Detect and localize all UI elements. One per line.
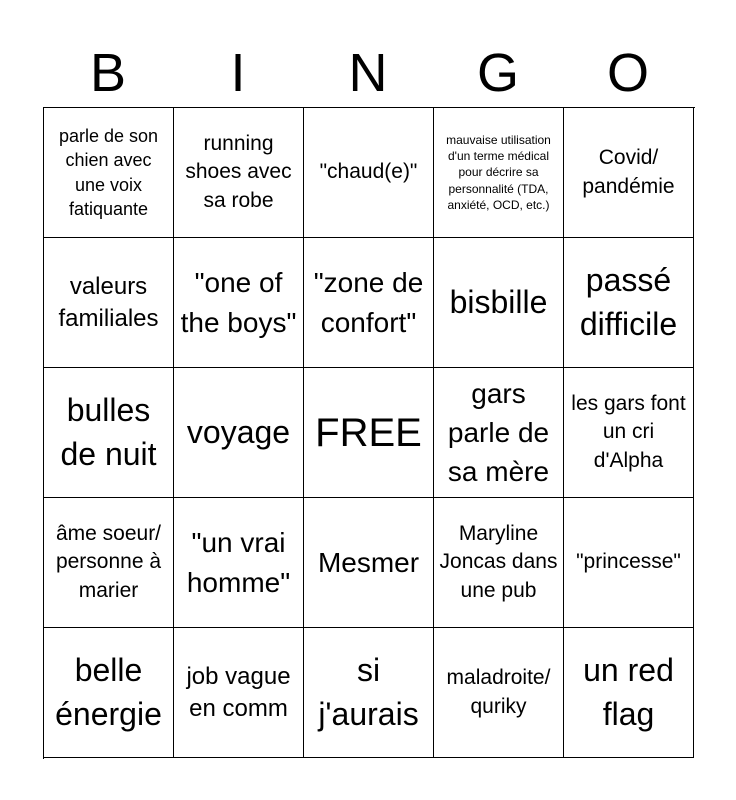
bingo-cell-i3[interactable]: voyage	[174, 368, 304, 498]
bingo-cell-free[interactable]: FREE	[304, 368, 434, 498]
bingo-cell-b3[interactable]: bulles de nuit	[44, 368, 174, 498]
header-letter-g: G	[476, 43, 519, 103]
header-letter-o: O	[606, 43, 649, 103]
bingo-cell-g4[interactable]: Maryline Joncas dans une pub	[434, 498, 564, 628]
header-letter-b: B	[89, 43, 127, 103]
bingo-cell-n4[interactable]: Mesmer	[304, 498, 434, 628]
header-letter-n: N	[348, 43, 388, 103]
bingo-cell-o3[interactable]: les gars font un cri d'Alpha	[564, 368, 694, 498]
bingo-cell-n1[interactable]: "chaud(e)"	[304, 108, 434, 238]
bingo-cell-o5[interactable]: un red flag	[564, 628, 694, 758]
bingo-header	[43, 38, 693, 108]
header-letter-i: I	[230, 43, 246, 103]
bingo-cell-o2[interactable]: passé difficile	[564, 238, 694, 368]
bingo-cell-i1[interactable]: running shoes avec sa robe	[174, 108, 304, 238]
bingo-cell-g2[interactable]: bisbille	[434, 238, 564, 368]
bingo-cell-i5[interactable]: job vague en comm	[174, 628, 304, 758]
bingo-cell-b4[interactable]: âme soeur/ personne à marier	[44, 498, 174, 628]
bingo-cell-o4[interactable]: "princesse"	[564, 498, 694, 628]
bingo-cell-o1[interactable]: Covid/ pandémie	[564, 108, 694, 238]
bingo-cell-n2[interactable]: "zone de confort"	[304, 238, 434, 368]
bingo-cell-b5[interactable]: belle énergie	[44, 628, 174, 758]
bingo-cell-g1[interactable]: mauvaise utilisation d'un terme médical pour décrire sa personnalité (TDA, anxiété, OCD, etc.)	[434, 108, 564, 238]
bingo-cell-b2[interactable]: valeurs familiales	[44, 238, 174, 368]
bingo-cell-g3[interactable]: gars parle de sa mère	[434, 368, 564, 498]
bingo-cell-i4[interactable]: "un vrai homme"	[174, 498, 304, 628]
bingo-cell-i2[interactable]: "one of the boys"	[174, 238, 304, 368]
bingo-cell-b1[interactable]: parle de son chien avec une voix fatiquante	[44, 108, 174, 238]
bingo-cell-g5[interactable]: maladroite/ quriky	[434, 628, 564, 758]
bingo-grid	[43, 107, 695, 759]
bingo-cell-n5[interactable]: si j'aurais	[304, 628, 434, 758]
